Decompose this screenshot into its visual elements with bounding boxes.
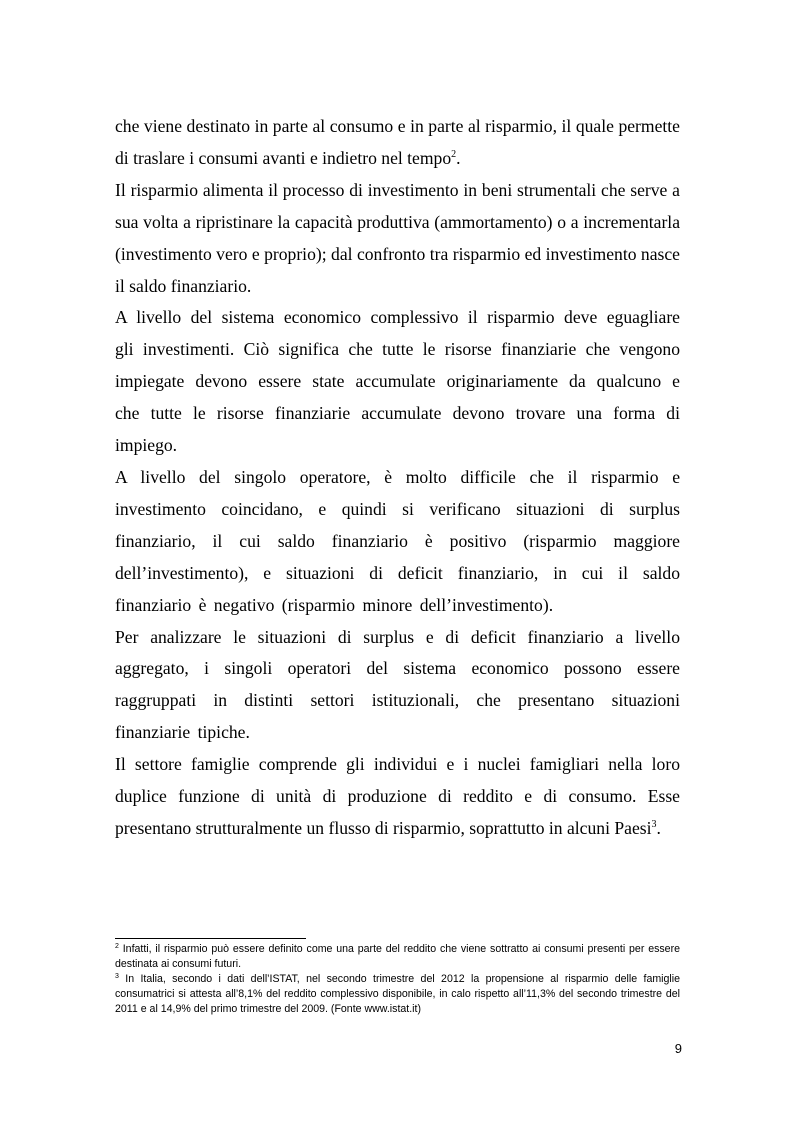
page-number: 9 — [674, 1041, 682, 1056]
footnotes — [115, 942, 680, 1017]
paragraph: che viene destinato in parte al consumo e in parte al risparmio, il quale permette di traslare i consumi avanti e indietro nel tempo$^2$. — [115, 116, 680, 168]
footnote-reference: 2 — [451, 148, 457, 160]
paragraph: Per analizzare le situazioni di surplus e di deficit finanziario a livello aggregato, i singoli operatori del sistema economico possono essere raggruppati in distinti settori istituzionali, che presentano situazioni finanziarie tipiche. — [115, 626, 680, 743]
footnote-mark: 3 — [115, 973, 119, 981]
footnote-separator — [115, 938, 306, 939]
paragraph: A livello del sistema economico complessivo il risparmio deve eguagliare gli investimenti. Ciò significa che tutte le risorse finanziarie che vengono impiegate devono essere state accumulate originariamente da qualcuno e che tutte le risorse finanziarie accumulate devono trovare una forma di impiego. — [115, 307, 680, 456]
footnote-reference: 3 — [651, 818, 657, 830]
footnote: $^3$ In Italia, secondo i dati dell’ISTAT, nel secondo trimestre del 2012 la propensione al risparmio delle famiglie consumatrici si attesta all’8,1% del reddito complessivo disponibile, in calo rispetto all’11,3% del secondo trimestre del 2011 e al 14,9% del primo trimestre del 2009. (Fonte www.istat.it) — [115, 973, 680, 1016]
footnote-mark: 2 — [115, 943, 119, 950]
footnote: $^2$ Infatti, il risparmio può essere definito come una parte del reddito che viene sottratto ai consumi presenti per essere destinata ai consumi futuri. — [115, 943, 680, 971]
paragraph: Il risparmio alimenta il processo di investimento in beni strumentali che serve a sua volta a ripristinare la capacità produttiva (ammortamento) o a incrementarla (investimento vero e proprio); dal confronto tra risparmio ed investimento nasce il saldo finanziario. — [115, 179, 680, 296]
paragraph: Il settore famiglie comprende gli individui e i nuclei famigliari nella loro duplice funzione di unità di produzione di reddito e di consumo. Esse presentano strutturalmente un flusso di risparmio, soprattutto in alcuni Paesi$^3$. — [115, 754, 680, 838]
body-text — [115, 111, 680, 845]
paragraph: A livello del singolo operatore, è molto difficile che il risparmio e investimento coincidano, e quindi si verificano situazioni di surplus finanziario, il cui saldo finanziario è positivo (risparmio maggiore dell’investimento), e situazioni di deficit finanziario, in cui il saldo finanziario è negativo (risparmio minore dell’investimento). — [115, 466, 680, 615]
